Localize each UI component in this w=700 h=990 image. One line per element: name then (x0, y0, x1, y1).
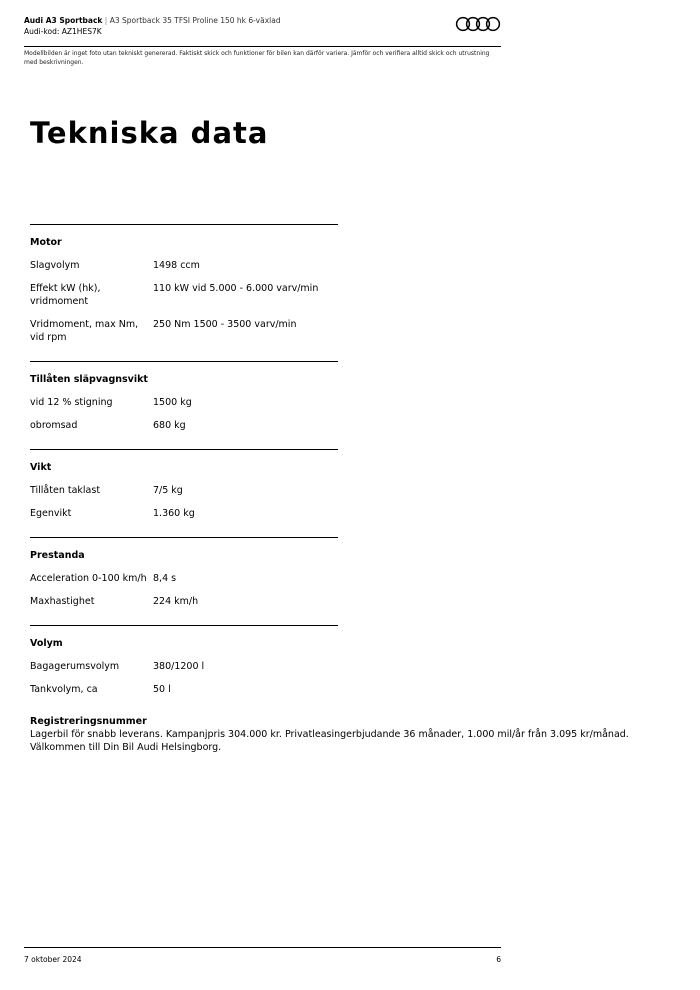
spec-value: 680 kg (153, 420, 186, 431)
footer-date: 7 oktober 2024 (24, 955, 82, 964)
spec-row (30, 396, 338, 409)
spec-row (30, 282, 338, 308)
header-divider (24, 46, 501, 47)
spec-label: Egenvikt (30, 508, 72, 519)
spec-row (30, 419, 338, 432)
spec-label: Bagagerumsvolym (30, 661, 120, 672)
spec-value: 1498 ccm (153, 260, 200, 271)
section-title: Tillåten släpvagnsvikt (30, 374, 148, 385)
disclaimer-text: Modellbilden är inget foto utan tekniskt genererad. Faktiskt skick och funktioner för bilen kan därför variera. Jämför och verifiera alltid skick och utrustning med beskrivningen. (24, 50, 490, 66)
spec-label: Effekt kW (hk), vridmoment (30, 283, 101, 307)
spec-label: Tankvolym, ca (30, 684, 98, 695)
model-name: Audi A3 Sportback (24, 16, 103, 25)
specs-table (30, 224, 338, 713)
model-variant: A3 Sportback 35 TFSI Proline 150 hk 6-växlad (109, 16, 281, 25)
document-header (24, 16, 501, 37)
spec-value: 380/1200 l (153, 661, 205, 672)
spec-section-volume (30, 625, 338, 713)
spec-row (30, 484, 338, 497)
model-separator: | (104, 16, 108, 25)
registration-section (30, 715, 630, 754)
spec-label: vid 12 % stigning (30, 397, 113, 408)
model-line (24, 16, 501, 26)
spec-label: Vridmoment, max Nm, vid rpm (30, 319, 139, 343)
spec-label: Tillåten taklast (30, 485, 101, 496)
spec-label: Acceleration 0-100 km/h (30, 573, 147, 584)
spec-label: Maxhastighet (30, 596, 95, 607)
spec-row (30, 660, 338, 673)
spec-value: 1.360 kg (153, 508, 195, 519)
spec-row (30, 572, 338, 585)
spec-value: 8,4 s (153, 573, 177, 584)
footer-divider (24, 947, 501, 948)
spec-row (30, 259, 338, 272)
registration-text: Lagerbil för snabb leverans. Kampanjpris 304.000 kr. Privatleasingerbjudande 36 månader, 1.000 mil/år från 3.095 kr/månad. Välkommen till Din Bil Audi Helsingborg. (30, 729, 629, 753)
section-title: Vikt (30, 462, 52, 473)
spec-value: 7/5 kg (153, 485, 183, 496)
spec-section-trailer-weight (30, 361, 338, 449)
audi-code: Audi-kod: AZ1HES7K (24, 27, 102, 36)
spec-section-motor (30, 224, 338, 361)
spec-row (30, 318, 338, 344)
audi-rings-icon (455, 16, 501, 32)
spec-value: 1500 kg (153, 397, 192, 408)
spec-value: 224 km/h (153, 596, 199, 607)
spec-row (30, 507, 338, 520)
spec-value: 50 l (153, 684, 171, 695)
page-title: Tekniska data (30, 116, 269, 150)
spec-section-weight (30, 449, 338, 537)
registration-title: Registreringsnummer (30, 716, 147, 727)
spec-label: Slagvolym (30, 260, 80, 271)
spec-label: obromsad (30, 420, 78, 431)
section-title: Motor (30, 237, 62, 248)
section-title: Prestanda (30, 550, 85, 561)
spec-value: 110 kW vid 5.000 - 6.000 varv/min (153, 283, 319, 294)
spec-row (30, 595, 338, 608)
spec-section-performance (30, 537, 338, 625)
page-number: 6 (496, 955, 501, 964)
section-title: Volym (30, 638, 63, 649)
spec-row (30, 683, 338, 696)
spec-value: 250 Nm 1500 - 3500 varv/min (153, 319, 297, 330)
